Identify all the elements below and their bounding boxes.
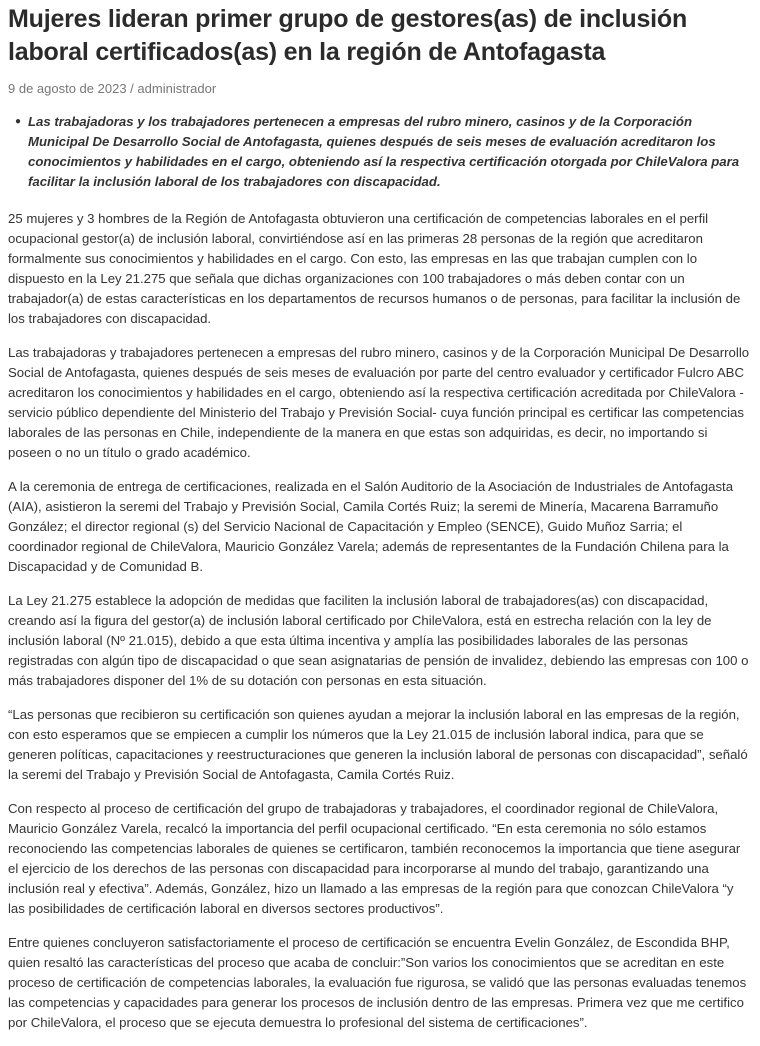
article-title: Mujeres lideran primer grupo de gestores(as) de inclusión laboral certificados(as) en la región de Antofagasta <box>8 5 688 66</box>
summary-item <box>15 112 752 192</box>
bullet-icon: ● <box>15 116 22 127</box>
post-meta <box>8 80 752 98</box>
article-body <box>8 209 752 1033</box>
body-paragraph: Con respecto al proceso de certificación del grupo de trabajadoras y trabajadores, el coordinador regional de ChileValora, Mauricio González Varela, recalcó la importancia del perfil ocupacional certificado. “En esta ceremonia no sólo estamos reconociendo las competencias laborales de quienes se certificaron, también reconocemos la importancia que tiene asegurar el ejercicio de los derechos de las personas con discapacidad para incorporarse al mundo del trabajo, garantizando una inclusión real y efectiva”. Además, González, hizo un llamado a las empresas de la región para que conozcan ChileValora “y las posibilidades de certificación laboral en diversos sectores productivos”. <box>8 801 741 916</box>
body-paragraph: 25 mujeres y 3 hombres de la Región de Antofagasta obtuvieron una certificación de competencias laborales en el perfil ocupacional gestor(a) de inclusión laboral, convirtiéndose así en las primeras 28 personas de la región que acreditaron formalmente sus conocimientos y habilidades en el cargo. Con esto, las empresas en las que trabajan cumplen con lo dispuesto en la Ley 21.275 que señala que dichas organizaciones con 100 trabajadores o más deben contar con un trabajador(a) de estas características en los departamentos de recursos humanos o de personas, para facilitar la inclusión de los trabajadores con discapacidad. <box>8 211 741 326</box>
post-date-link[interactable]: 9 de agosto de 2023 <box>8 81 127 96</box>
body-paragraph: Entre quienes concluyeron satisfactoriamente el proceso de certificación se encuentra Evelin González, de Escondida BHP, quien resaltó las características del proceso que acaba de concluir:”Son varios los conocimientos que se acreditan en este proceso de certificación de competencias laborales, la evaluación fue rigurosa, se validó que las personas evaluadas tenemos las competencias y capacidades para generar los procesos de inclusión dentro de las empresas. Primera vez que me certifico por ChileValora, el proceso que se ejecuta demuestra lo profesional del sistema de certificaciones”. <box>8 935 747 1030</box>
summary-list <box>8 112 752 192</box>
meta-separator: / <box>126 81 138 96</box>
author-link[interactable]: administrador <box>137 81 217 96</box>
body-paragraph: “Las personas que recibieron su certificación son quienes ayudan a mejorar la inclusión laboral en las empresas de la región, con esto esperamos que se empiecen a cumplir los números que la Ley 21.015 de inclusión laboral indica, para que se generen políticas, capacitaciones y reestructuraciones que generen la inclusión laboral de personas con discapacidad”, señaló la seremi del Trabajo y Previsión Social de Antofagasta, Camila Cortés Ruiz. <box>8 707 748 782</box>
summary-text: Las trabajadoras y los trabajadores pertenecen a empresas del rubro minero, casinos y de la Corporación Municipal De Desarrollo Social de Antofagasta, quienes después de seis meses de evaluación acreditaron los conocimientos y habilidades en el cargo, obteniendo así la respectiva certificación otorgada por ChileValora para facilitar la inclusión laboral de los trabajadores con discapacidad. <box>28 114 740 189</box>
body-paragraph: Las trabajadoras y trabajadores pertenecen a empresas del rubro minero, casinos y de la Corporación Municipal De Desarrollo Social de Antofagasta, quienes después de seis meses de evaluación por parte del centro evaluador y certificador Fulcro ABC acreditaron los conocimientos y habilidades en el cargo, obteniendo así la respectiva certificación acreditada por ChileValora -servicio público dependiente del Ministerio del Trabajo y Previsión Social- cuya función principal es certificar las competencias laborales de las personas en Chile, independiente de la manera en que estas son adquiridas, es decir, no importando si poseen o no un título o grado académico. <box>8 345 750 460</box>
body-paragraph: A la ceremonia de entrega de certificaciones, realizada en el Salón Auditorio de la Asociación de Industriales de Antofagasta (AIA), asistieron la seremi del Trabajo y Previsión Social, Camila Cortés Ruiz; la seremi de Minería, Macarena Barramuño González; el director regional (s) del Servicio Nacional de Capacitación y Empleo (SENCE), Guido Muñoz Sarria; el coordinador regional de ChileValora, Mauricio González Varela; además de representantes de la Fundación Chilena para la Discapacidad y de Comunidad B. <box>8 479 734 574</box>
body-paragraph: La Ley 21.275 establece la adopción de medidas que faciliten la inclusión laboral de trabajadores(as) con discapacidad, creando así la figura del gestor(a) de inclusión laboral certificado por ChileValora, está en estrecha relación con la ley de inclusión laboral (Nº 21.015), debido a que esta última incentiva y amplía las posibilidades laborales de las personas registradas con algún tipo de discapacidad o que sean asignatarias de pensión de invalidez, debiendo las empresas con 100 o más trabajadores disponer del 1% de su dotación con personas en esta situación. <box>8 593 749 688</box>
